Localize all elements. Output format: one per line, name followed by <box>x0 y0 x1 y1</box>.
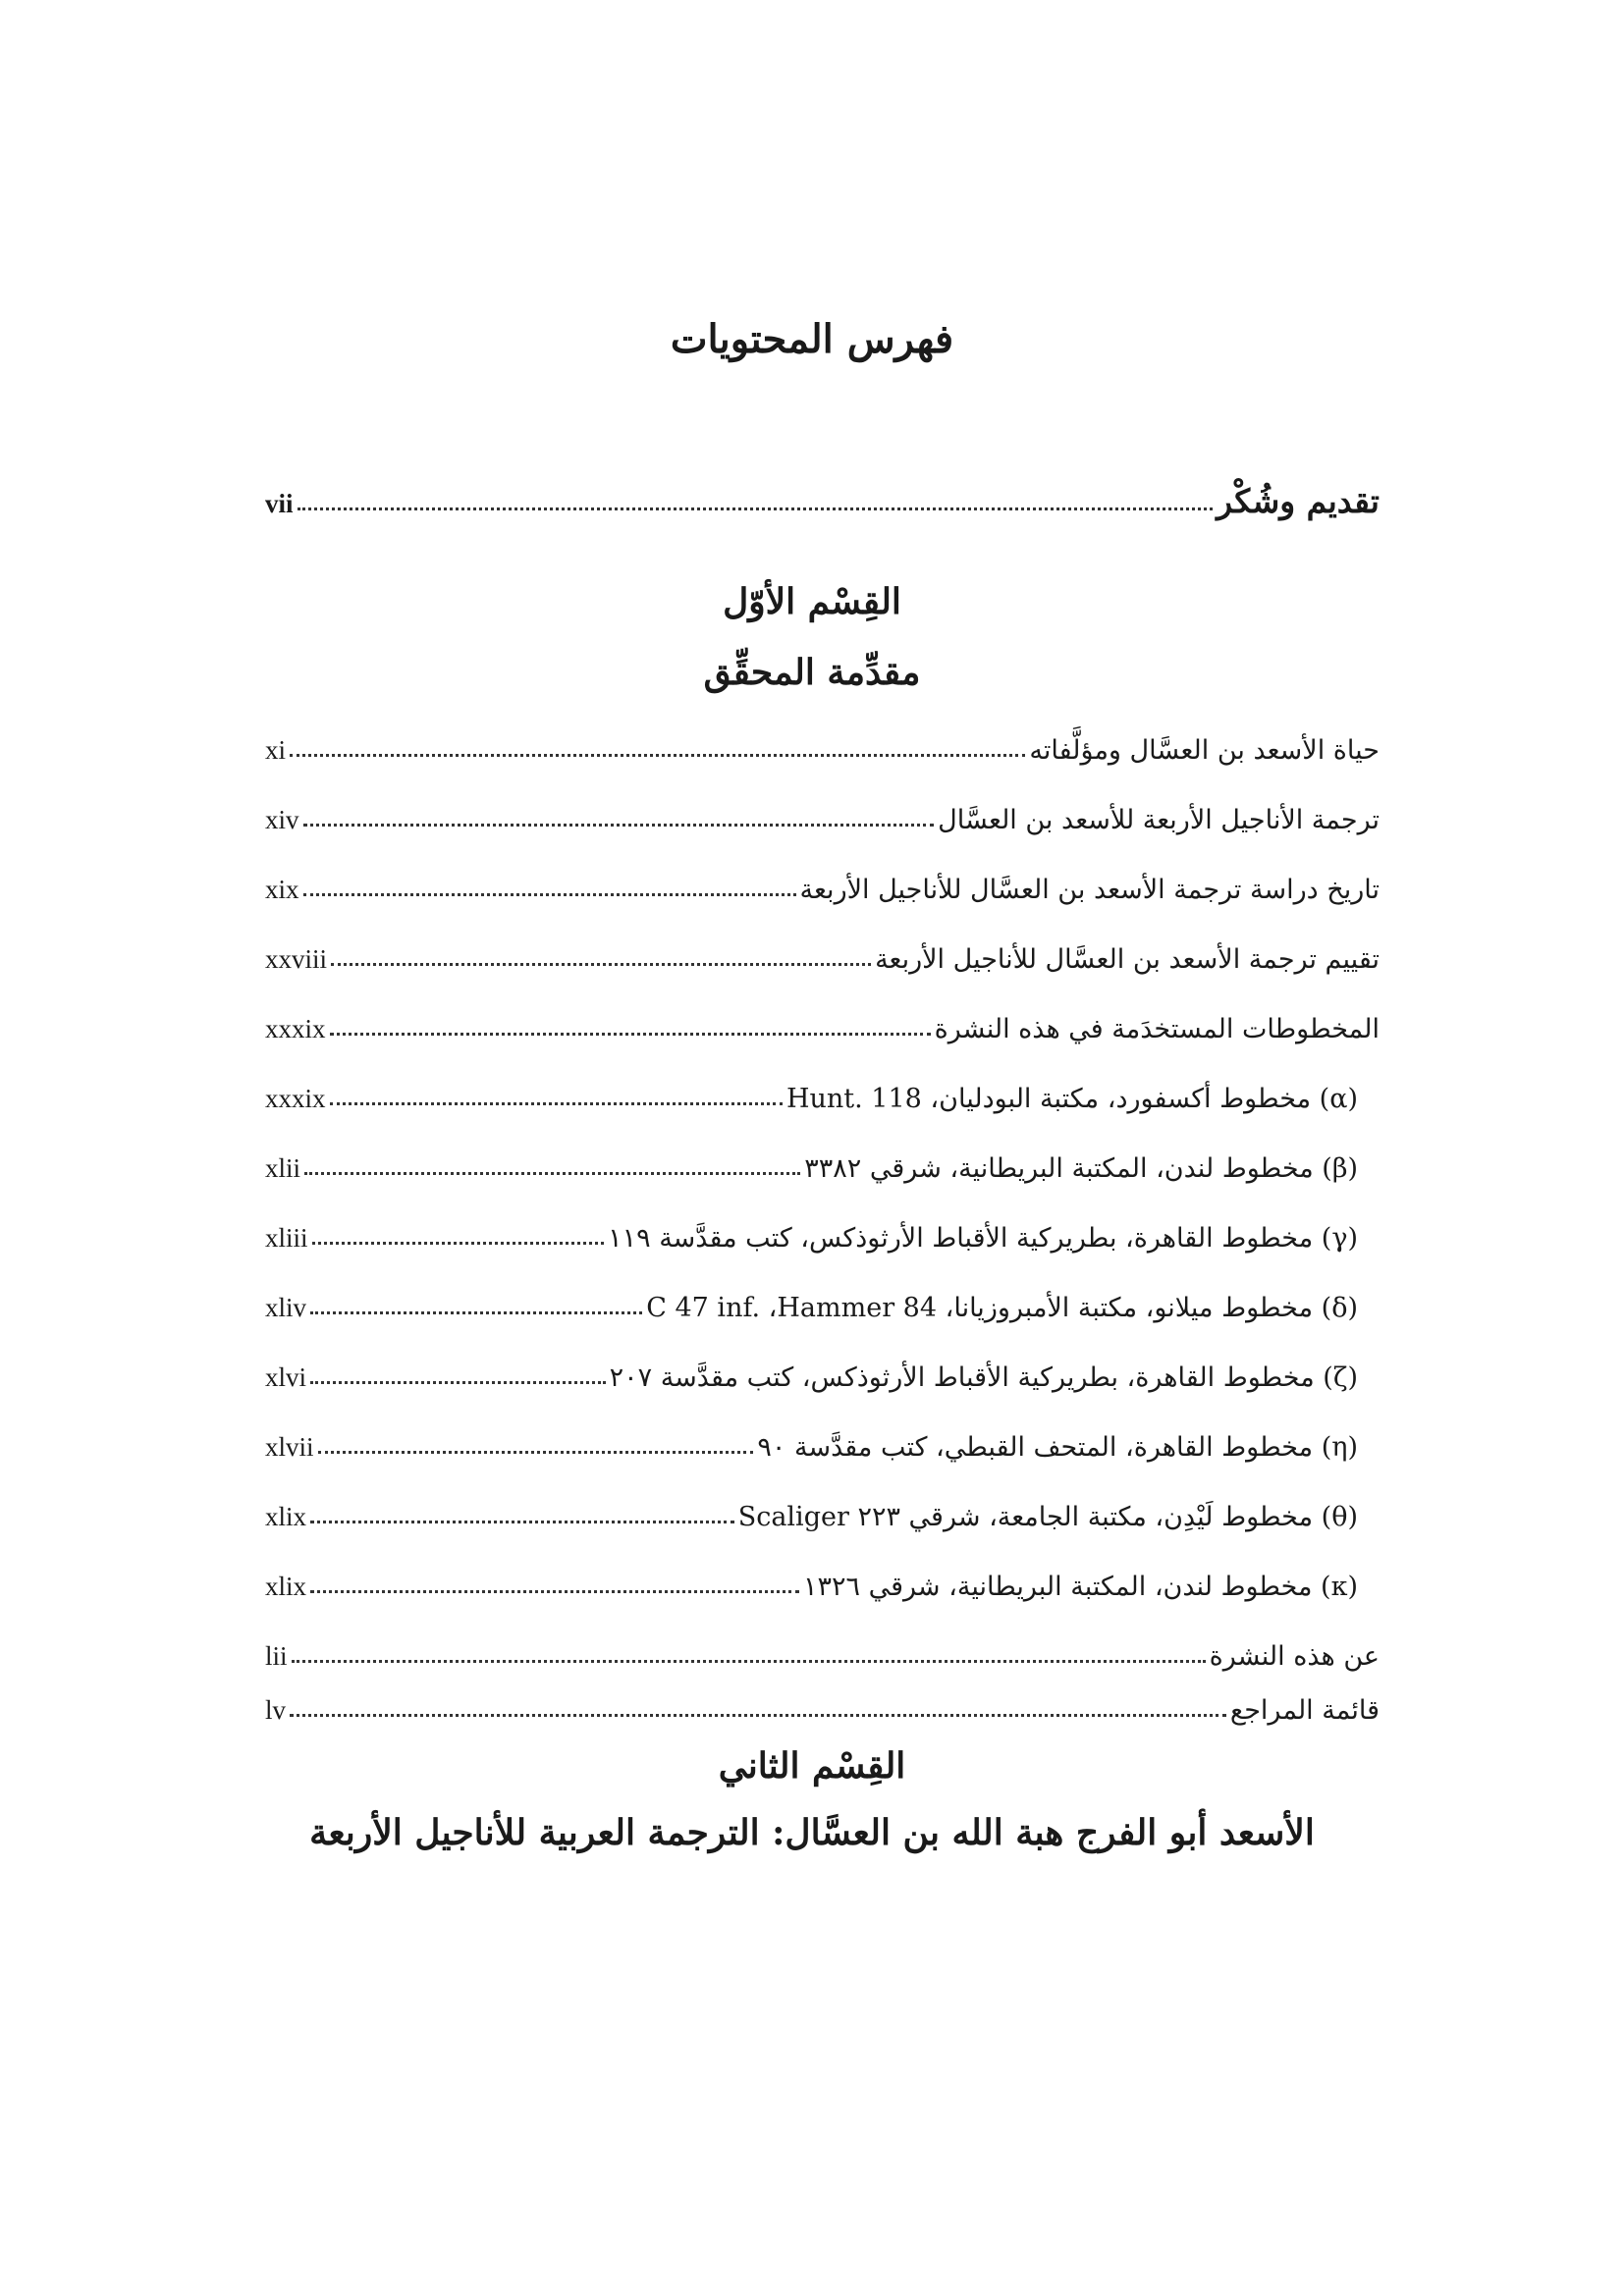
dot-leader <box>310 1499 734 1525</box>
toc-entry[interactable] <box>265 800 1380 839</box>
toc-entry-title: (β) مخطوط لندن، المكتبة البريطانية، شرقي ٣٣٨٢ <box>804 1153 1358 1184</box>
toc-subentry[interactable] <box>265 1218 1380 1257</box>
dot-leader <box>290 1692 1226 1719</box>
toc-subentry[interactable] <box>265 1497 1380 1536</box>
toc-entry-title: حياة الأسعد بن العسَّال ومؤلَّفاته <box>1029 735 1380 766</box>
toc-entry-page: xlix <box>265 1502 307 1531</box>
toc-entry-page: xiv <box>265 805 299 834</box>
toc-entry[interactable] <box>265 1009 1380 1048</box>
dot-leader <box>303 872 796 898</box>
toc-entry-title: (ζ) مخطوط القاهرة، بطريركية الأقباط الأرثوذكس، كتب مقدَّسة ٢٠٧ <box>609 1362 1358 1393</box>
toc-subentry[interactable] <box>265 1567 1380 1606</box>
dot-leader <box>292 1638 1206 1665</box>
toc-entry-page: xix <box>265 875 299 904</box>
toc-entry-page: lii <box>265 1641 288 1671</box>
toc-entry-page: vii <box>265 489 294 518</box>
toc-entry-page: xliv <box>265 1293 307 1322</box>
toc-entry-page: xlii <box>265 1153 301 1183</box>
toc-entry[interactable] <box>265 730 1380 770</box>
dot-leader <box>330 1011 931 1038</box>
dot-leader <box>310 1569 799 1595</box>
part1-title: مقدِّمة المحقِّق <box>703 652 921 693</box>
toc-entry-page: lv <box>265 1695 287 1725</box>
toc-entry-title: ترجمة الأناجيل الأربعة للأسعد بن العسَّال <box>938 805 1380 835</box>
dot-leader <box>331 941 871 968</box>
dot-leader <box>310 1290 642 1316</box>
part2-title: الأسعد أبو الفرج هبة الله بن العسَّال: الترجمة العربية للأناجيل الأربعة <box>309 1812 1315 1853</box>
dot-leader <box>298 480 1214 512</box>
toc-entry-preface[interactable] <box>265 479 1380 524</box>
toc-entry-title: (κ) مخطوط لندن، المكتبة البريطانية، شرقي ١٣٢٦ <box>803 1572 1358 1602</box>
toc-entry-title: (δ) مخطوط ميلانو، مكتبة الأمبروزيانا، C 47 inf. ،Hammer 84 <box>646 1293 1358 1323</box>
toc-entry-page: xliii <box>265 1223 308 1253</box>
toc-entry-title: عن هذه النشرة <box>1209 1641 1380 1672</box>
dot-leader <box>290 732 1025 759</box>
toc-entry[interactable] <box>265 939 1380 979</box>
toc-entry-title: (γ) مخطوط القاهرة، بطريركية الأقباط الأرثوذكس، كتب مقدَّسة ١١٩ <box>608 1223 1358 1254</box>
dot-leader <box>303 802 935 828</box>
toc-subentry[interactable] <box>265 1358 1380 1397</box>
toc-entry-page: xxviii <box>265 944 328 974</box>
toc-subentry[interactable] <box>265 1148 1380 1188</box>
part1-label: القِسْم الأوّل <box>723 581 901 622</box>
toc-subentry[interactable] <box>265 1288 1380 1327</box>
toc-entry-title: قائمة المراجع <box>1229 1695 1380 1726</box>
dot-leader <box>310 1360 606 1386</box>
toc-entry-page: xxxix <box>265 1084 326 1113</box>
toc-entry-title: (α) مخطوط أكسفورد، مكتبة البودليان، Hunt. 118 <box>785 1084 1358 1114</box>
toc-entry-page: xi <box>265 735 287 765</box>
toc-entry[interactable] <box>265 870 1380 909</box>
toc-entry-title: تاريخ دراسة ترجمة الأسعد بن العسَّال للأناجيل الأربعة <box>799 875 1380 905</box>
toc-entry-title: تقديم وشُكْر <box>1217 482 1380 520</box>
toc-entry-page: xxxix <box>265 1014 326 1043</box>
toc-entry-title: تقييم ترجمة الأسعد بن العسَّال للأناجيل الأربعة <box>875 944 1380 975</box>
toc-entry-page: xlvi <box>265 1362 307 1392</box>
toc-entry-page: xlvii <box>265 1432 314 1462</box>
toc-entry-title: (θ) مخطوط لَيْدِن، مكتبة الجامعة، شرقي ٢٢٣ Scaliger <box>737 1502 1358 1532</box>
part2-label: القِسْم الثاني <box>718 1745 906 1787</box>
toc-entry[interactable] <box>265 1636 1380 1676</box>
toc-entry-title: المخطوطات المستخدَمة في هذه النشرة <box>934 1014 1380 1044</box>
page-title: فهرس المحتويات <box>670 316 954 362</box>
toc-entry-title: (η) مخطوط القاهرة، المتحف القبطي، كتب مقدَّسة ٩٠ <box>757 1432 1358 1463</box>
dot-leader <box>304 1150 800 1177</box>
toc-entry[interactable] <box>265 1690 1380 1730</box>
dot-leader <box>312 1220 605 1247</box>
dot-leader <box>330 1081 783 1107</box>
dot-leader <box>318 1429 754 1456</box>
toc-subentry[interactable] <box>265 1427 1380 1467</box>
toc-entry-page: xlix <box>265 1572 307 1601</box>
toc-subentry[interactable] <box>265 1079 1380 1118</box>
